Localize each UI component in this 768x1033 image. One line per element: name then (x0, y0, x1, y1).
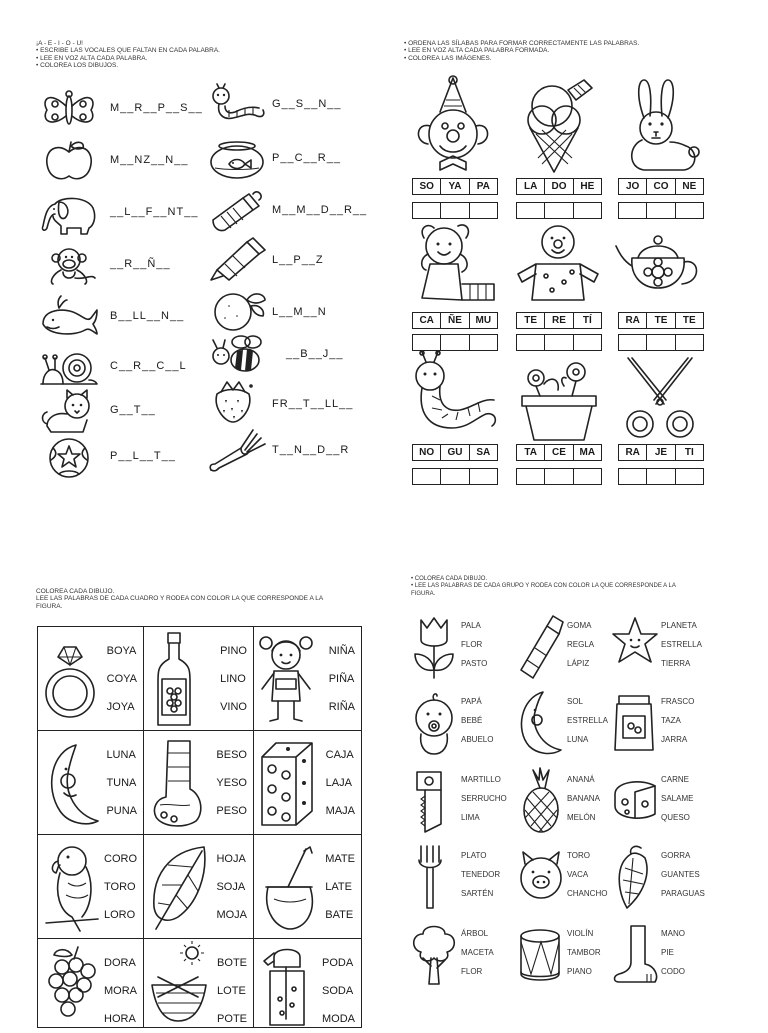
word-group (517, 842, 617, 918)
instruction-line: • LEE EN VOZ ALTA CADA PALABRA. (36, 54, 148, 62)
word-option[interactable]: MODA (322, 1013, 355, 1025)
answer-boxes[interactable] (412, 202, 498, 219)
word-blank: __L__F__NT__ (110, 206, 199, 218)
word-option[interactable]: GORRA (661, 851, 691, 860)
word-option[interactable]: MATE (325, 853, 355, 865)
instruction-line: • COLOREA LAS IMÁGENES. (404, 54, 492, 62)
word-group (517, 920, 617, 996)
word-option[interactable]: MAJA (325, 805, 355, 817)
word-option[interactable]: CODO (661, 967, 685, 976)
word-option[interactable]: PIE (661, 948, 674, 957)
worm-icon (206, 84, 268, 126)
word-option[interactable]: HOJA (216, 853, 246, 865)
word-option[interactable]: TAMBOR (567, 948, 601, 957)
syllable: HE (580, 181, 595, 192)
word-blank: __R__Ñ__ (110, 258, 171, 270)
instruction-line: FIGURA. (411, 590, 436, 597)
word-option[interactable]: SALAME (661, 794, 694, 803)
word-options (567, 846, 607, 903)
answer-boxes[interactable] (412, 334, 498, 351)
scissors-icon (614, 354, 706, 440)
syllable-set (618, 178, 704, 195)
syllable-set (516, 178, 602, 195)
word-group (611, 920, 711, 996)
syllable: NE (682, 181, 697, 192)
word-option[interactable]: BANANA (567, 794, 600, 803)
grid-cell (38, 627, 144, 731)
pencil-icon (206, 240, 268, 282)
word-option[interactable]: BEBÉ (461, 716, 483, 725)
word-blank: M__M__D__R__ (272, 204, 368, 216)
word-group (411, 688, 511, 764)
answer-boxes[interactable] (516, 202, 602, 219)
word-option[interactable]: LIMA (461, 813, 480, 822)
grid-cell (254, 627, 361, 731)
word-options (106, 741, 137, 825)
grapes-icon (44, 945, 100, 1025)
word-option[interactable]: LATE (325, 881, 352, 893)
word-option[interactable]: MOJA (216, 909, 247, 921)
girl-icon (256, 631, 316, 727)
syllable-set (412, 444, 498, 461)
word-options (461, 846, 500, 903)
exercise-row (38, 244, 198, 288)
word-option[interactable]: PODA (322, 957, 354, 969)
word-option[interactable]: ANANÁ (567, 775, 595, 784)
word-option[interactable]: MORA (104, 985, 137, 997)
mate-icon (260, 843, 318, 933)
instruction-line: LEE LAS PALABRAS DE CADA CUADRO Y RODEA CON COLOR LA QUE CORRESPONDE A LA (36, 595, 324, 603)
worksheet-instructions (36, 40, 220, 70)
word-group (411, 612, 511, 688)
syllable: TI (684, 447, 694, 458)
syllable: RA (619, 313, 647, 328)
orange-icon (206, 290, 268, 332)
word-option[interactable]: PESO (216, 805, 247, 817)
word-option[interactable]: HORA (104, 1013, 136, 1025)
snail-icon (38, 346, 100, 388)
word-blank: G__T__ (110, 404, 156, 416)
word-options (217, 949, 247, 1033)
exercise-row (206, 380, 366, 424)
word-group (411, 766, 511, 842)
leaf-icon (148, 843, 210, 933)
exercise-row (206, 334, 366, 378)
exercise-row (38, 88, 203, 132)
syllables-worksheet (400, 40, 710, 490)
word-option[interactable]: SOL (567, 697, 584, 706)
syllable-set (412, 312, 498, 329)
word-grid (37, 626, 362, 1028)
word-options (104, 845, 137, 929)
word-option[interactable]: FRASCO (661, 697, 695, 706)
syllable: JO (619, 179, 647, 194)
word-option[interactable]: JARRA (661, 735, 688, 744)
word-choice-grid-worksheet (30, 588, 370, 1024)
grid-cell (38, 731, 144, 835)
word-group (517, 612, 617, 688)
ice-cream-icon (512, 76, 598, 172)
word-option[interactable]: REGLA (567, 640, 595, 649)
vowels-worksheet (28, 40, 368, 480)
syllable: RE (545, 313, 573, 328)
instruction-line: • COLOREA CADA DIBUJO. (411, 576, 488, 582)
exercise-row (206, 240, 366, 284)
word-option[interactable]: SODA (322, 985, 354, 997)
word-blank: M__NZ__N__ (110, 154, 189, 166)
cheese-icon (611, 774, 659, 830)
word-option[interactable]: COYA (106, 673, 137, 685)
word-option[interactable]: TAZA (661, 716, 681, 725)
flowerpot-icon (514, 356, 604, 440)
word-blank: FR__T__LL__ (272, 398, 354, 410)
word-options (567, 770, 600, 827)
word-options (567, 924, 601, 981)
word-option[interactable]: LUNA (567, 735, 589, 744)
word-options (104, 949, 137, 1033)
word-option[interactable]: MACETA (461, 948, 494, 957)
word-option[interactable]: PIÑA (328, 673, 355, 685)
word-options (661, 924, 685, 981)
box-icon (258, 739, 316, 829)
tulip-icon (411, 614, 457, 680)
syllable: SO (413, 179, 441, 194)
fork-icon (206, 430, 268, 472)
word-blank: M__R__P__S__ (110, 102, 203, 114)
pineapple-icon (517, 768, 563, 834)
syllable-set (516, 444, 602, 461)
word-option[interactable]: LÁPIZ (567, 659, 590, 668)
word-option[interactable]: ESTRELLA (661, 640, 702, 649)
teapot-icon (614, 222, 708, 308)
boat-icon (148, 941, 210, 1025)
word-options (461, 616, 487, 673)
grid-cell (144, 627, 254, 731)
cat-icon (38, 390, 100, 432)
word-option[interactable]: FLOR (461, 967, 483, 976)
word-option[interactable]: TORO (567, 851, 590, 860)
word-option[interactable]: FLOR (461, 640, 483, 649)
instruction-line: • LEE EN VOZ ALTA CADA PALABRA FORMADA. (404, 47, 550, 55)
clown-icon (410, 76, 496, 172)
word-options (325, 845, 355, 929)
grid-cell (38, 835, 144, 939)
exercise-row (38, 140, 198, 184)
exercise-row (38, 192, 198, 236)
word-blank: T__N__D__R (272, 444, 350, 456)
instruction-line: • LEE LAS PALABRAS DE CADA GRUPO Y RODEA CON COLOR LA QUE CORRESPONDE A LA (411, 583, 676, 590)
syllable-set (412, 178, 498, 195)
grid-cell (144, 939, 254, 1027)
butterfly-icon (38, 88, 100, 130)
elephant-icon (38, 192, 100, 234)
word-option[interactable]: GOMA (567, 621, 592, 630)
word-option[interactable]: BESO (216, 749, 247, 761)
word-blank: P__C__R__ (272, 152, 341, 164)
syllable: DO (545, 179, 573, 194)
exercise-row (38, 296, 198, 340)
exercise-row (38, 390, 198, 434)
word-options (661, 846, 705, 903)
word-option[interactable]: JOYA (106, 701, 135, 713)
bee-icon (206, 334, 268, 376)
saw-icon (411, 768, 457, 834)
word-option[interactable]: MARTILLO (461, 775, 501, 784)
word-option[interactable]: SERRUCHO (461, 794, 507, 803)
word-option[interactable]: MANO (661, 929, 685, 938)
grid-cell (38, 939, 144, 1027)
drum-icon (517, 928, 563, 984)
syllable: ÑE (441, 313, 469, 328)
word-group (611, 766, 711, 842)
syllable: CO (647, 179, 675, 194)
exercise-row (206, 138, 366, 182)
worksheet-instructions (411, 576, 676, 598)
worksheet-instructions (36, 588, 323, 610)
word-option[interactable]: ÁRBOL (461, 929, 489, 938)
cast-foot-icon (150, 739, 204, 829)
monkey-icon (38, 244, 100, 286)
word-option[interactable]: PASTO (461, 659, 488, 668)
wine-bottle-icon (154, 631, 194, 727)
word-groups-worksheet (405, 576, 715, 1006)
word-options (326, 741, 355, 825)
syllable: LA (517, 179, 545, 194)
word-option[interactable]: TORO (104, 881, 136, 893)
instruction-title: ¡A - E - I - O - U! (36, 40, 83, 47)
word-option[interactable]: CHANCHO (567, 889, 608, 898)
instruction-line: • COLOREA LOS DIBUJOS. (36, 62, 119, 70)
word-option[interactable]: SOJA (216, 881, 246, 893)
word-option[interactable]: PUNA (106, 805, 137, 817)
answer-boxes[interactable] (618, 202, 704, 219)
answer-boxes[interactable] (516, 334, 602, 351)
exercise-row (206, 430, 366, 474)
word-group (611, 842, 711, 918)
worm-icon (408, 352, 500, 440)
word-option[interactable]: LUNA (106, 749, 136, 761)
word-options (461, 692, 493, 749)
word-options (329, 637, 355, 721)
exercise-row (38, 346, 198, 390)
instruction-line: COLOREA CADA DIBUJO. (36, 588, 115, 595)
word-option[interactable]: PINO (220, 645, 247, 657)
word-option[interactable]: VIOLÍN (567, 929, 594, 938)
word-group (411, 920, 511, 996)
word-option[interactable]: GUANTES (661, 870, 700, 879)
word-option[interactable]: LOTE (217, 985, 246, 997)
word-option[interactable]: CORO (104, 853, 137, 865)
instruction-line: FIGURA. (36, 602, 63, 610)
word-option[interactable]: PIANO (567, 967, 592, 976)
fork-icon (411, 844, 457, 910)
word-option[interactable]: ESTRELLA (567, 716, 608, 725)
word-blank: L__P__Z (272, 254, 324, 266)
apple-icon (38, 140, 100, 182)
grid-cell (254, 835, 361, 939)
word-option[interactable]: SARTÉN (461, 889, 494, 898)
jar-icon (611, 692, 657, 754)
syllable: TE (682, 315, 696, 326)
word-options (107, 637, 137, 721)
bottle-icon (206, 190, 268, 232)
syllable: MA (579, 447, 596, 458)
word-options (661, 692, 694, 749)
grid-cell (144, 835, 254, 939)
word-options (220, 637, 247, 721)
word-option[interactable]: PARAGUAS (661, 889, 705, 898)
exercise-row (206, 84, 366, 128)
syllable: CA (413, 313, 441, 328)
answer-boxes[interactable] (618, 468, 704, 485)
word-option[interactable]: ABUELO (461, 735, 494, 744)
syllable-set (618, 444, 704, 461)
word-option[interactable]: QUESO (661, 813, 690, 822)
syllable: GU (441, 445, 469, 460)
word-options (461, 770, 507, 827)
answer-boxes[interactable] (618, 334, 704, 351)
instruction-line: • ORDENA LAS SÍLABAS PARA FORMAR CORRECTAMENTE LAS PALABRAS. (404, 40, 640, 47)
tree-icon (411, 922, 457, 988)
word-option[interactable]: VINO (220, 701, 247, 713)
moon-icon (517, 690, 563, 756)
word-option[interactable]: CAJA (325, 749, 354, 761)
ring-icon (44, 637, 96, 723)
syllable: TE (517, 313, 545, 328)
word-option[interactable]: TUNA (106, 777, 137, 789)
word-blank: P__L__T__ (110, 450, 176, 462)
answer-boxes[interactable] (516, 468, 602, 485)
word-options (216, 845, 247, 929)
syllable: JE (647, 445, 675, 460)
exercise-row (206, 190, 366, 234)
toy-doll-icon (512, 220, 604, 308)
word-option[interactable]: LINO (220, 673, 246, 685)
rag-doll-icon (408, 218, 498, 308)
word-option[interactable]: TIERRA (661, 659, 691, 668)
syllable: TE (647, 313, 675, 328)
word-options (661, 616, 702, 673)
word-options (322, 949, 355, 1033)
word-options (567, 692, 608, 749)
foot-icon (611, 924, 659, 986)
syllable: CE (545, 445, 573, 460)
pig-icon (517, 850, 565, 906)
word-options (461, 924, 494, 981)
word-option[interactable]: BOYA (106, 645, 137, 657)
star-icon (611, 616, 659, 676)
syllable: YA (441, 179, 469, 194)
strawberry-icon (206, 380, 268, 422)
word-option[interactable]: PALA (461, 621, 481, 630)
word-option[interactable]: PLANETA (661, 621, 697, 630)
syllable: TÍ (582, 315, 592, 326)
word-option[interactable]: TENEDOR (461, 870, 501, 879)
word-blank: L__M__N (272, 306, 327, 318)
grid-cell (254, 939, 361, 1027)
word-blank: G__S__N__ (272, 98, 342, 110)
word-options (216, 741, 247, 825)
word-option[interactable]: BOTE (217, 957, 247, 969)
grid-cell (254, 731, 361, 835)
syllable: NO (413, 445, 441, 460)
word-option[interactable]: DORA (104, 957, 136, 969)
fishbowl-icon (206, 138, 268, 180)
syllable: TA (517, 445, 545, 460)
word-option[interactable]: PAPÁ (461, 697, 482, 706)
word-blank: C__R__C__L (110, 360, 187, 372)
word-option[interactable]: RIÑA (328, 701, 355, 713)
word-group (517, 688, 617, 764)
word-group (611, 688, 711, 764)
syllable: MU (475, 315, 492, 326)
word-option[interactable]: YESO (216, 777, 247, 789)
answer-boxes[interactable] (412, 468, 498, 485)
word-option[interactable]: LAJA (325, 777, 352, 789)
word-option[interactable]: LORO (104, 909, 136, 921)
parrot-icon (42, 843, 100, 933)
umbrella-icon (611, 844, 657, 910)
syllable-set (516, 312, 602, 329)
word-option[interactable]: PLATO (461, 851, 487, 860)
worksheet-instructions (404, 40, 639, 62)
word-option[interactable]: POTE (217, 1013, 247, 1025)
pencil-icon (517, 614, 563, 680)
grid-cell (144, 731, 254, 835)
syllable: PA (476, 181, 490, 192)
instruction-line: • ESCRIBE LAS VOCALES QUE FALTAN EN CADA PALABRA. (36, 47, 220, 55)
syllable-set (618, 312, 704, 329)
whale-icon (38, 296, 100, 338)
word-option[interactable]: VACA (567, 870, 589, 879)
exercise-row (38, 436, 198, 480)
syllable: RA (619, 445, 647, 460)
word-group (611, 612, 711, 688)
baby-icon (411, 690, 457, 756)
word-group (517, 766, 617, 842)
word-blank: __B__J__ (286, 348, 344, 360)
exercise-row (206, 290, 366, 334)
word-blank: B__LL__N__ (110, 310, 185, 322)
word-options (661, 770, 693, 827)
syllable: SA (476, 447, 491, 458)
moon-icon (46, 741, 100, 827)
word-option[interactable]: CARNE (661, 775, 690, 784)
ball-icon (38, 436, 100, 478)
word-group (411, 842, 511, 918)
word-option[interactable]: BATE (325, 909, 354, 921)
word-option[interactable]: MELÓN (567, 813, 596, 822)
word-options (567, 616, 594, 673)
soda-siphon-icon (260, 943, 318, 1025)
rabbit-icon (614, 76, 700, 172)
word-option[interactable]: NIÑA (328, 645, 355, 657)
